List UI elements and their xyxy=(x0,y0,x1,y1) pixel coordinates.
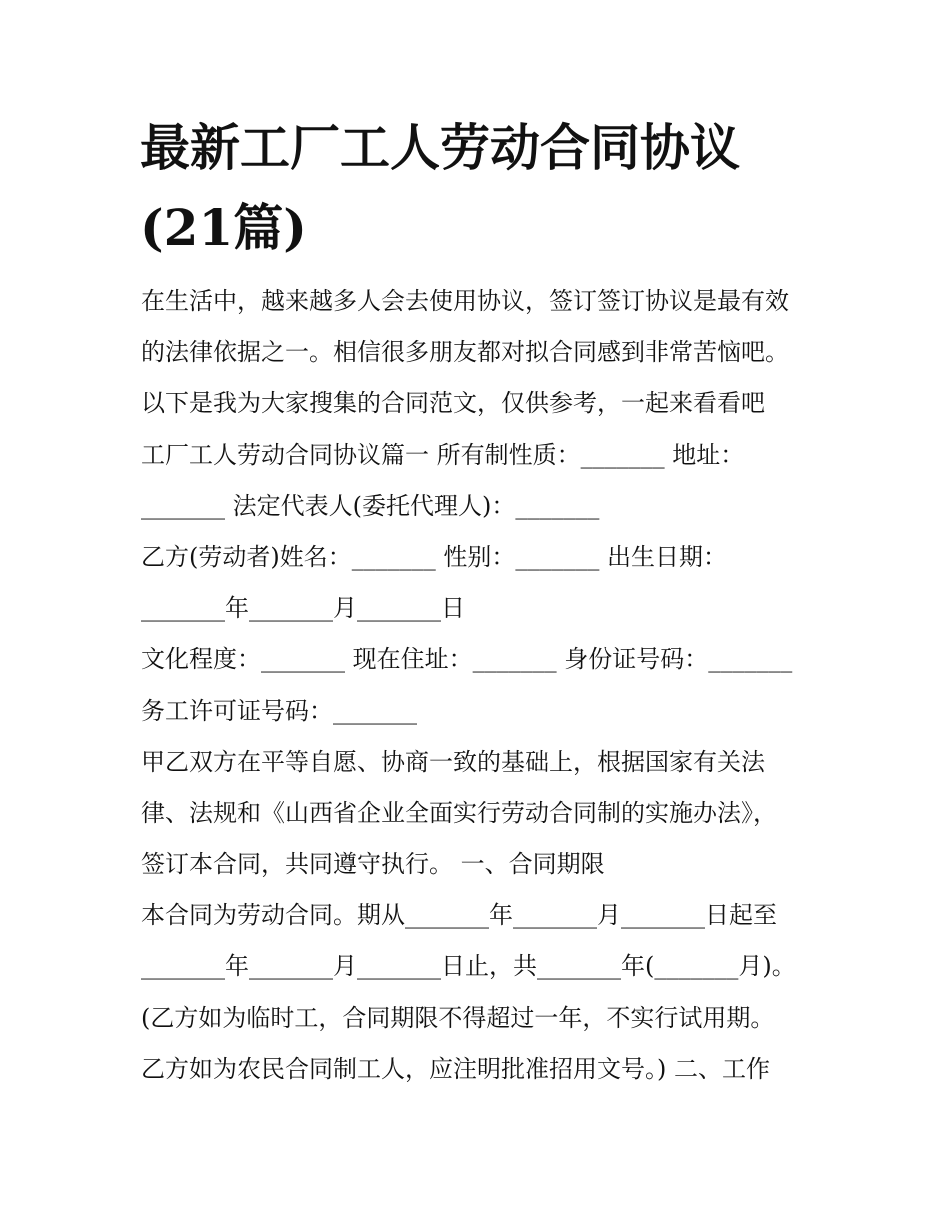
body-line: 律、法规和《山西省企业全面实行劳动合同制的实施办法》， xyxy=(141,798,777,827)
body-line: _______年_______月_______日 xyxy=(141,594,465,623)
body-line: _______ 法定代表人(委托代理人)：_______ xyxy=(141,491,600,520)
body-line: 签订本合同，共同遵守执行。 一、合同期限 xyxy=(141,850,605,879)
body-line: 工厂工人劳动合同协议篇一 所有制性质：_______ 地址： xyxy=(141,440,745,469)
body-line: (乙方如为临时工，合同期限不得超过一年，不实行试用期。 xyxy=(141,1003,775,1032)
body-line: 的法律依据之一。相信很多朋友都对拟合同感到非常苦恼吧。 xyxy=(141,338,789,367)
body-line: 甲乙双方在平等自愿、协商一致的基础上，根据国家有关法 xyxy=(141,747,765,776)
body-line: 在生活中，越来越多人会去使用协议，签订签订协议是最有效 xyxy=(141,287,789,315)
body-line: 乙方如为农民合同制工人，应注明批准招用文号。) 二、工作 xyxy=(141,1054,770,1083)
body-line: 本合同为劳动合同。期从_______年_______月_______日起至 xyxy=(141,901,777,930)
body-line: _______年_______月_______日止，共_______年(_______月)。 xyxy=(141,952,796,981)
body-line: 以下是我为大家搜集的合同范文，仅供参考，一起来看看吧 xyxy=(141,389,765,418)
document-body xyxy=(141,276,841,1095)
body-line: 务工许可证号码：_______ xyxy=(141,696,417,725)
body-line: 文化程度：_______ 现在住址：_______ 身份证号码：_______ xyxy=(141,645,793,674)
body-line: 乙方(劳动者)姓名：_______ 性别：_______ 出生日期： xyxy=(141,542,727,571)
document-title: 最新工厂工人劳动合同协议(21篇) xyxy=(140,118,740,257)
